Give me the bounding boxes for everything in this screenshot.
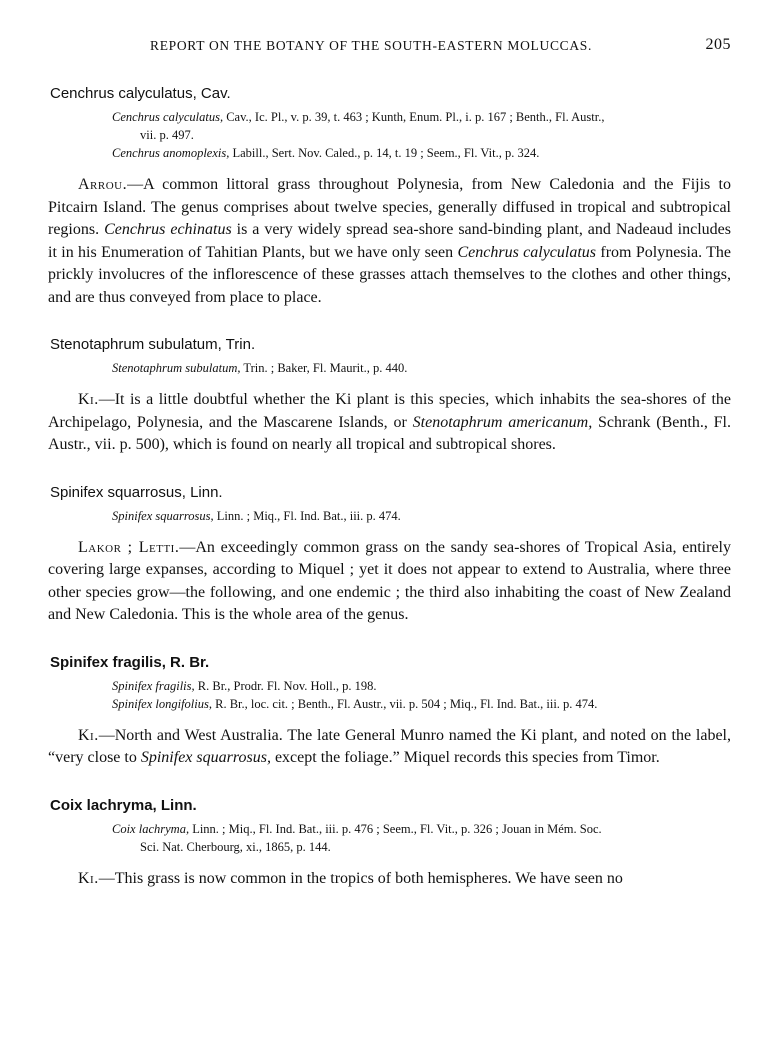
species-description	[48, 725, 731, 770]
species-description	[48, 537, 731, 627]
synonymy-block	[112, 108, 731, 162]
synonym-citation	[112, 108, 731, 144]
description-text: —An exceedingly common grass on the sandy sea-shores of Tropical Asia, entirely covering large expanses, according to Miquel ; yet it does not appear to extend to Australia, where three other species grow—the following, and one endemic ; the third also inhabiting the coast of New Zealand and New Caledonia. This is the whole area of the genus.	[48, 538, 732, 623]
description-text: from Polynesia. The prickly involucres of the inflorescence of these grasses attach themselves to the clothes and other things, and are thus conveyed from place to place.	[48, 243, 732, 306]
locality: Arrou.	[78, 176, 128, 193]
synonymy-block	[112, 507, 731, 525]
page-number: 205	[705, 36, 731, 53]
synonym-reference: Labill., Sert. Nov. Caled., p. 14, t. 19 ; Seem., Fl. Vit., p. 324.	[229, 146, 540, 160]
locality: Ki.	[78, 726, 99, 744]
running-title: REPORT ON THE BOTANY OF THE SOUTH-EASTERN MOLUCCAS.	[150, 38, 593, 53]
description-text: is a very widely spread sea-shore sand-binding plant, and Nadeaud includes it in his Enumeration of Tahitian Plants, but we have only seen	[48, 221, 731, 261]
description-text: —A common littoral grass throughout Polynesia, from New Caledonia and the Fijis to Pitcairn Island. The genus comprises about twelve species, generally diffused in tropical and subtropical regions.	[48, 176, 731, 238]
synonym-taxon: Cenchrus anomoplexis,	[112, 146, 230, 160]
species-heading: Cenchrus calyculatus, Cav.	[50, 85, 231, 102]
synonym-taxon: Coix lachryma,	[112, 821, 190, 836]
description-taxon: Spinifex squarrosus,	[140, 749, 271, 766]
description-text: except the foliage.” Miquel records this species from Timor.	[270, 749, 660, 766]
locality: Ki.	[78, 869, 99, 887]
synonym-reference: Linn. ; Miq., Fl. Ind. Bat., iii. p. 474.	[213, 508, 401, 523]
synonym-citation	[112, 144, 731, 162]
species-entry-coix-lachryma	[48, 796, 731, 891]
synonymy-block	[112, 820, 731, 856]
synonym-reference-continued: Sci. Nat. Cherbourg, xi., 1865, p. 144.	[140, 839, 331, 854]
description-taxon: Cenchrus calyculatus	[457, 243, 597, 261]
description-text: —North and West Australia. The late General Munro named the Ki plant, and noted on the label, “very close to	[48, 726, 731, 766]
locality: Ki.	[78, 391, 99, 408]
synonym-reference: Linn. ; Miq., Fl. Ind. Bat., iii. p. 476 ; Seem., Fl. Vit., p. 326 ; Jouan in Mém. Soc.	[189, 821, 602, 836]
synonym-reference: Cav., Ic. Pl., v. p. 39, t. 463 ; Kunth, Enum. Pl., i. p. 167 ; Benth., Fl. Austr.,	[223, 110, 605, 124]
synonym-reference: R. Br., Prodr. Fl. Nov. Holl., p. 198.	[194, 678, 377, 693]
species-entry-cenchrus-calyculatus	[48, 84, 731, 309]
synonym-citation	[112, 695, 731, 713]
description-text: —This grass is now common in the tropics of both hemispheres. We have seen no	[98, 869, 623, 887]
species-heading: Spinifex squarrosus, Linn.	[50, 483, 223, 501]
page	[48, 38, 731, 890]
synonym-taxon: Spinifex fragilis,	[112, 678, 195, 693]
synonym-taxon: Cenchrus calyculatus,	[112, 110, 224, 124]
running-header	[48, 38, 731, 62]
species-entry-spinifex-fragilis	[48, 653, 731, 770]
species-entry-spinifex-squarrosus	[48, 483, 731, 627]
species-description	[48, 174, 731, 309]
synonym-taxon: Spinifex squarrosus,	[112, 508, 214, 523]
description-text: Schrank (Benth., Fl. Austr., vii. p. 500), which is found on nearly all tropical and subtropical shores.	[48, 413, 731, 453]
synonymy-block	[112, 359, 731, 377]
synonymy-block	[112, 677, 731, 713]
synonym-citation	[112, 507, 731, 525]
synonym-reference: Trin. ; Baker, Fl. Maurit., p. 440.	[240, 361, 408, 375]
synonym-taxon: Spinifex longifolius,	[112, 696, 212, 711]
synonym-reference: R. Br., loc. cit. ; Benth., Fl. Austr., vii. p. 504 ; Miq., Fl. Ind. Bat., iii. p. 474.	[212, 696, 598, 711]
synonym-reference-continued: vii. p. 497.	[140, 128, 194, 142]
synonym-citation	[112, 820, 731, 856]
species-entry-stenotaphrum-subulatum	[48, 335, 731, 457]
description-text: —It is a little doubtful whether the Ki plant is this species, which inhabits the sea-shores of the Archipelago, Polynesia, and the Mascarene Islands, or	[48, 391, 731, 431]
description-taxon: Cenchrus echinatus	[104, 221, 232, 238]
species-heading: Stenotaphrum subulatum, Trin.	[50, 336, 256, 353]
synonym-citation	[112, 677, 731, 695]
synonym-citation	[112, 359, 731, 377]
locality: Lakor ; Letti.	[78, 538, 180, 556]
species-heading: Coix lachryma, Linn.	[50, 796, 197, 814]
synonym-taxon: Stenotaphrum subulatum,	[112, 361, 241, 375]
species-description	[48, 868, 731, 891]
description-taxon: Stenotaphrum americanum,	[412, 413, 593, 431]
species-heading: Spinifex fragilis, R. Br.	[50, 653, 210, 671]
species-description	[48, 389, 731, 457]
